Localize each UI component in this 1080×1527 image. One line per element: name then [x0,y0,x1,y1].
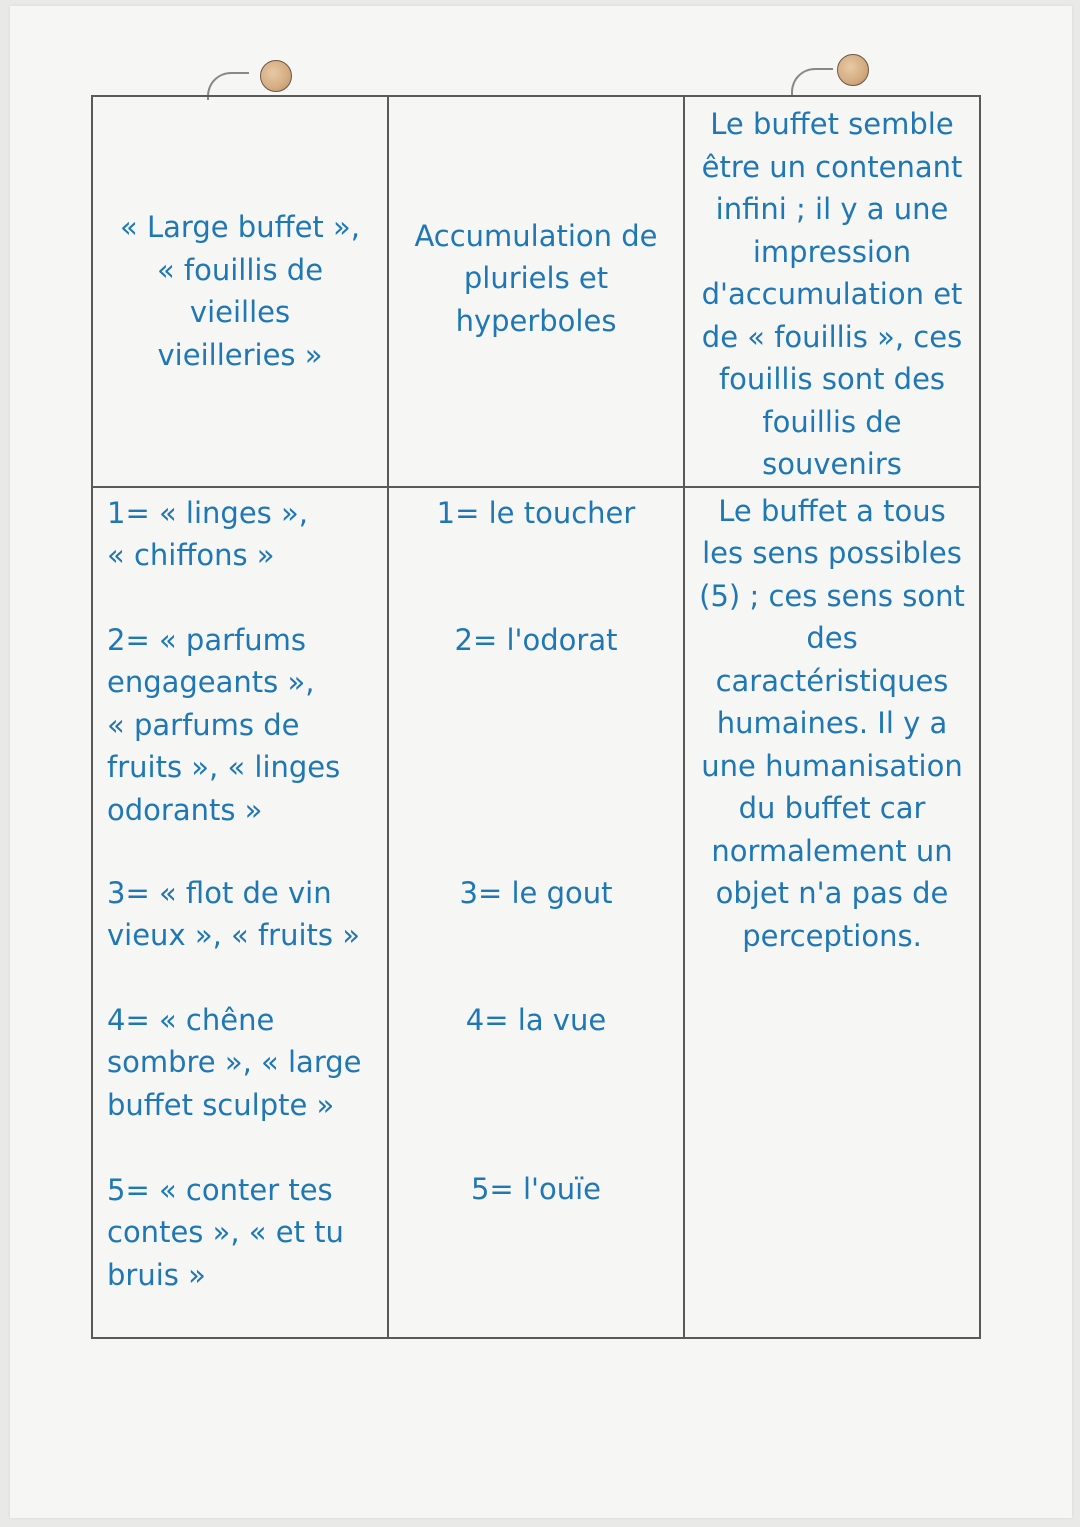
sense-quote-2 [107,619,379,832]
text-line: Accumulation de [414,218,658,253]
text-line: odorants » [107,792,263,827]
text-line: être un contenant [701,149,963,184]
cell-senses-list [388,487,684,1338]
text-line: 4= « chêne [107,1002,275,1037]
text-line: 4= la vue [465,1002,607,1037]
text-line: hyperboles [455,303,617,338]
text-line: infini ; il y a une [715,192,949,226]
text-line: vieux », « fruits » [107,918,360,952]
text-line: 1= le toucher [436,495,636,530]
cell-interpretation-accumulation [684,96,980,487]
cell-figure-accumulation [388,96,684,487]
text-line: perceptions. [742,918,922,953]
cell-quotes-senses [92,487,388,1338]
text-line: pluriels et [463,261,609,295]
text-line: impression [752,234,912,269]
text-line: vieilles [189,295,291,330]
punch-notch-right [791,68,833,96]
text-line: contes », « et tu [107,1215,344,1249]
sense-quote-1 [107,492,379,577]
punch-hole-right [837,54,869,86]
text-line: « fouillis de [156,252,324,287]
text-line: 2= l'odorat [454,622,618,657]
text-line: fouillis de [762,404,902,439]
text-line: d'accumulation et [701,277,963,311]
text-line: (5) ; ces sens sont [699,578,965,613]
text-line: des [806,621,858,655]
sense-quote-4 [107,999,379,1127]
text-line: une humanisation [701,748,963,783]
text-line: fruits », « linges [107,750,341,784]
text-line: 5= « conter tes [107,1172,333,1207]
analysis-table [91,95,981,1339]
text-line: « chiffons » [107,538,275,572]
table-row [92,96,980,487]
text-line: les sens possibles [702,536,962,570]
text-line: 2= « parfums [107,622,306,657]
text-line: engageants », [107,665,315,699]
sense-item-1 [397,492,675,535]
text-line: bruis » [107,1257,206,1292]
text-line: de « fouillis », ces [701,319,963,354]
text-line: 3= « flot de vin [107,875,332,910]
sense-quote-5 [107,1169,379,1297]
text-line: 3= le gout [459,875,613,910]
text-line: 1= « linges », [107,495,308,530]
sense-item-2 [397,619,675,662]
punch-hole-left [260,60,292,92]
text-line: caractéristiques [715,663,949,698]
sense-item-4 [397,999,675,1042]
text-line: fouillis sont des [718,362,946,396]
table-row [92,487,980,1338]
text-line: humaines. Il y a [716,706,948,740]
sense-item-3 [397,872,675,915]
text-line: 5= l'ouïe [470,1171,602,1206]
text-line: vieilleries » [157,337,323,372]
text-line: du buffet car [738,791,926,825]
text-line: normalement un [711,833,953,868]
text-line: objet n'a pas de [715,876,949,910]
sense-quote-3 [107,872,379,957]
text-line: souvenirs [762,447,902,481]
text-line: Le buffet a tous [718,493,946,528]
text-line: sombre », « large [107,1045,362,1079]
sense-item-5 [397,1168,675,1211]
text-line: Le buffet semble [710,107,954,141]
cell-quotes-accumulation [92,96,388,487]
cell-interpretation-senses [684,487,980,1338]
text-line: buffet sculpte » [107,1087,335,1122]
text-line: « Large buffet », [120,210,360,245]
text-line: « parfums de [107,707,300,742]
